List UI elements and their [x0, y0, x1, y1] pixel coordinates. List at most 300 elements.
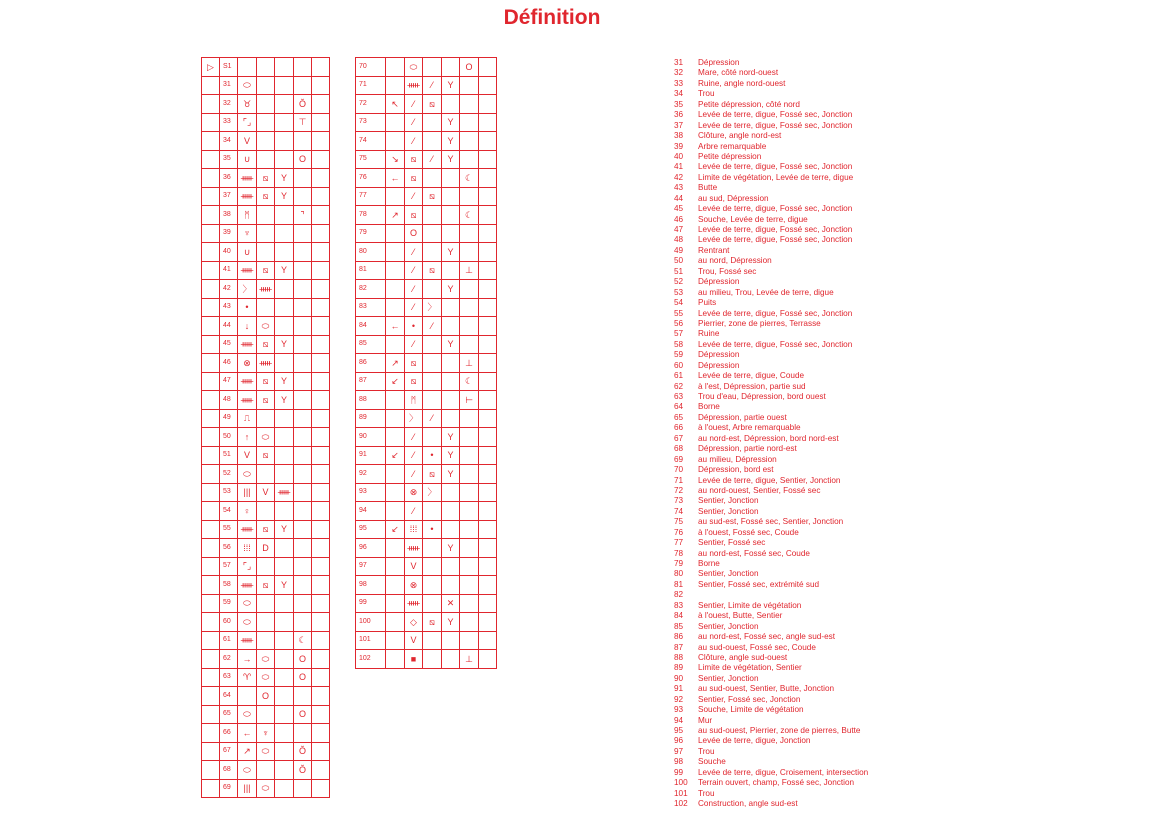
control-number-cell: 100	[356, 613, 386, 632]
symbol-cell	[294, 372, 312, 391]
symbol-cell	[294, 169, 312, 188]
definition-number: 66	[674, 423, 684, 433]
definition-number: 65	[674, 412, 684, 422]
symbol-cell: Y	[442, 539, 460, 558]
symbol-cell	[294, 280, 312, 299]
symbol-cell	[442, 58, 460, 77]
control-number-cell: 64	[220, 687, 238, 706]
symbol-cell	[202, 705, 220, 724]
symbol-cell: D	[257, 539, 275, 558]
symbol-cell	[479, 650, 497, 669]
symbol-cell	[312, 261, 330, 280]
definition-number: 64	[674, 402, 684, 412]
symbol-cell: V	[405, 631, 423, 650]
symbol-cell	[294, 261, 312, 280]
symbol-cell: Y	[442, 428, 460, 447]
symbol-cell	[442, 261, 460, 280]
symbol-cell	[312, 705, 330, 724]
table-row	[356, 95, 497, 114]
symbol-cell: ♆	[257, 724, 275, 743]
list-item	[674, 496, 868, 506]
list-item	[674, 235, 868, 245]
symbol-cell: ↖	[386, 95, 405, 114]
list-item	[674, 267, 868, 277]
symbol-cell	[386, 594, 405, 613]
symbol-cell	[275, 354, 294, 373]
symbol-cell	[479, 520, 497, 539]
definition-number: 96	[674, 736, 684, 746]
definition-text: Levée de terre, digue, Fossé sec, Jonction	[698, 225, 853, 234]
definition-number: 84	[674, 611, 684, 621]
symbol-cell	[275, 243, 294, 262]
symbol-cell	[423, 428, 442, 447]
control-number-cell: 41	[220, 261, 238, 280]
symbol-cell	[460, 539, 479, 558]
table-row	[202, 576, 330, 595]
symbol-cell	[386, 76, 405, 95]
definition-number: 74	[674, 506, 684, 516]
table-row	[202, 465, 330, 484]
definition-number: 88	[674, 652, 684, 662]
definition-text: Construction, angle sud-est	[698, 799, 798, 809]
definition-number: 79	[674, 559, 684, 568]
definition-number: 59	[674, 350, 684, 360]
symbol-cell	[202, 761, 220, 780]
definition-number: 86	[674, 632, 684, 642]
list-item	[674, 100, 868, 110]
list-item	[674, 246, 868, 256]
symbol-cell	[312, 761, 330, 780]
symbol-cell	[294, 724, 312, 743]
table-row	[356, 298, 497, 317]
definition-text: Rentrant	[698, 245, 730, 255]
control-number-cell: 77	[356, 187, 386, 206]
symbol-cell: ♉	[238, 95, 257, 114]
symbol-cell: ⁄	[423, 317, 442, 336]
symbol-cell: ✕	[442, 594, 460, 613]
symbol-cell	[386, 557, 405, 576]
definition-text: Sentier, Limite de végétation	[698, 600, 802, 610]
symbol-cell	[202, 576, 220, 595]
symbol-cell	[386, 280, 405, 299]
definition-number: 55	[674, 308, 684, 318]
list-item	[674, 402, 868, 412]
definition-text: Ruine, angle nord-ouest	[698, 78, 786, 88]
definition-number: 91	[674, 684, 684, 694]
symbol-cell	[460, 243, 479, 262]
table-row	[202, 687, 330, 706]
definition-number: 81	[674, 579, 684, 589]
definition-number: 52	[674, 277, 684, 287]
symbol-cell	[275, 280, 294, 299]
symbol-cell	[312, 113, 330, 132]
definition-number: 101	[674, 788, 688, 798]
symbol-cell: ⬭	[257, 428, 275, 447]
table-row	[356, 483, 497, 502]
symbol-cell	[386, 631, 405, 650]
symbol-cell: Y	[442, 335, 460, 354]
symbol-cell	[294, 687, 312, 706]
symbol-cell: Ŏ	[294, 742, 312, 761]
symbol-cell	[460, 409, 479, 428]
symbol-cell	[479, 280, 497, 299]
definition-number: 38	[674, 131, 684, 141]
list-item	[674, 162, 868, 172]
symbol-cell	[312, 187, 330, 206]
symbol-cell: ⧅	[257, 187, 275, 206]
symbol-cell: O	[460, 58, 479, 77]
symbol-cell	[386, 391, 405, 410]
control-number-cell: 62	[220, 650, 238, 669]
definition-text: Clôture, angle sud-ouest	[698, 652, 788, 662]
list-item	[674, 517, 868, 527]
symbol-cell	[312, 724, 330, 743]
symbol-cell	[312, 446, 330, 465]
symbol-cell	[312, 428, 330, 447]
symbol-cell	[386, 502, 405, 521]
symbol-cell: Y	[442, 150, 460, 169]
definition-text: Ruine	[698, 329, 720, 339]
control-number-cell: 34	[220, 132, 238, 151]
symbol-cell: O	[405, 224, 423, 243]
symbol-cell	[312, 206, 330, 225]
symbol-cell	[275, 446, 294, 465]
definition-text: Borne	[698, 559, 720, 568]
list-item	[674, 768, 868, 778]
symbol-cell: ↑	[238, 428, 257, 447]
control-number-cell: 63	[220, 668, 238, 687]
symbol-cell: ᛗ	[238, 206, 257, 225]
definition-text: au nord-est, Dépression, bord nord-est	[698, 433, 839, 443]
symbol-cell: ■	[405, 650, 423, 669]
control-number-cell: 44	[220, 317, 238, 336]
definition-number: 100	[674, 778, 688, 788]
table-row	[202, 206, 330, 225]
control-number-cell: 88	[356, 391, 386, 410]
definition-number: 94	[674, 715, 684, 725]
control-number-cell: 75	[356, 150, 386, 169]
table-row	[356, 409, 497, 428]
symbol-cell	[423, 650, 442, 669]
symbol-cell	[460, 187, 479, 206]
list-item	[674, 653, 868, 663]
definition-text: Levée de terre, digue, Fossé sec, Jonction	[698, 235, 853, 245]
list-item	[674, 319, 868, 329]
symbol-cell	[312, 372, 330, 391]
symbol-cell: ⊗	[405, 576, 423, 595]
symbol-cell	[386, 539, 405, 558]
symbol-cell: ♆	[238, 224, 257, 243]
symbol-cell	[202, 724, 220, 743]
table-row	[202, 169, 330, 188]
control-number-cell: 32	[220, 95, 238, 114]
symbol-cell	[202, 594, 220, 613]
control-description-table-left	[201, 57, 330, 798]
symbol-cell	[460, 335, 479, 354]
table-row	[356, 539, 497, 558]
symbol-cell: ♀	[238, 502, 257, 521]
control-number-cell: 99	[356, 594, 386, 613]
symbol-cell	[238, 58, 257, 77]
control-number-cell: 33	[220, 113, 238, 132]
definition-number: 49	[674, 245, 684, 255]
symbol-cell	[460, 224, 479, 243]
definition-text: Trou d'eau, Dépression, bord ouest	[698, 392, 826, 401]
definition-text: Sentier, Jonction	[698, 506, 759, 516]
table-row	[202, 317, 330, 336]
symbol-cell: Y	[442, 613, 460, 632]
symbol-cell	[202, 354, 220, 373]
symbol-cell	[275, 428, 294, 447]
list-item	[674, 538, 868, 548]
symbol-cell	[257, 631, 275, 650]
symbol-cell	[257, 132, 275, 151]
definition-number: 68	[674, 444, 684, 454]
symbol-cell: ⁄	[423, 150, 442, 169]
symbol-cell	[202, 224, 220, 243]
table-row	[202, 705, 330, 724]
symbol-cell	[275, 724, 294, 743]
symbol-cell	[275, 742, 294, 761]
symbol-cell	[202, 520, 220, 539]
symbol-cell	[275, 779, 294, 798]
list-item	[674, 622, 868, 632]
control-number-cell: 80	[356, 243, 386, 262]
symbol-cell	[257, 298, 275, 317]
symbol-cell	[423, 557, 442, 576]
symbol-cell	[238, 687, 257, 706]
symbol-cell	[423, 58, 442, 77]
symbol-cell	[257, 613, 275, 632]
list-item	[674, 152, 868, 162]
definition-text: Mur	[698, 715, 713, 725]
symbol-cell: 〉	[238, 280, 257, 299]
table-row	[356, 224, 497, 243]
symbol-cell: •	[405, 317, 423, 336]
control-number-cell: 39	[220, 224, 238, 243]
symbol-cell	[479, 502, 497, 521]
symbol-cell: ☾	[460, 169, 479, 188]
definition-number: 95	[674, 726, 684, 735]
control-number-cell: 85	[356, 335, 386, 354]
symbol-cell: Y	[442, 132, 460, 151]
symbol-cell	[312, 298, 330, 317]
symbol-cell	[479, 594, 497, 613]
symbol-cell	[275, 206, 294, 225]
symbol-cell: ⧅	[405, 206, 423, 225]
definition-text: à l'ouest, Arbre remarquable	[698, 423, 801, 433]
symbol-cell	[294, 613, 312, 632]
table-row	[202, 224, 330, 243]
control-number-cell: 68	[220, 761, 238, 780]
table-row	[356, 372, 497, 391]
definition-text: Dépression	[698, 58, 740, 67]
table-row	[202, 594, 330, 613]
definition-number: 41	[674, 162, 684, 172]
symbol-cell: ←	[386, 317, 405, 336]
symbol-cell	[423, 502, 442, 521]
definition-number: 60	[674, 360, 684, 370]
symbol-cell	[312, 58, 330, 77]
definition-number: 54	[674, 298, 684, 308]
definition-number: 102	[674, 799, 688, 809]
table-row	[202, 742, 330, 761]
symbol-cell: ⁄	[405, 465, 423, 484]
control-number-cell: 67	[220, 742, 238, 761]
symbol-cell	[202, 95, 220, 114]
symbol-cell	[423, 631, 442, 650]
list-item	[674, 131, 868, 141]
definition-text: Arbre remarquable	[698, 141, 767, 151]
symbol-cell	[275, 317, 294, 336]
symbol-cell	[460, 317, 479, 336]
definition-text: Sentier, Fossé sec, Jonction	[698, 694, 801, 704]
symbol-cell	[312, 132, 330, 151]
definition-number: 62	[674, 381, 684, 391]
definition-text: Dépression, partie nord-est	[698, 444, 797, 454]
symbol-cell: ⁞⁞⁞	[238, 539, 257, 558]
definition-number: 45	[674, 204, 684, 214]
symbol-cell: Ŏ	[294, 95, 312, 114]
symbol-cell	[202, 335, 220, 354]
symbol-cell	[423, 354, 442, 373]
control-number-cell: 78	[356, 206, 386, 225]
control-number-cell: 93	[356, 483, 386, 502]
symbol-cell: ↗	[386, 354, 405, 373]
symbol-cell	[460, 576, 479, 595]
control-number-cell: 72	[356, 95, 386, 114]
symbol-cell: ⬭	[238, 613, 257, 632]
symbol-cell	[202, 742, 220, 761]
symbol-cell	[442, 298, 460, 317]
list-item	[674, 778, 868, 788]
symbol-cell: ⬭	[257, 779, 275, 798]
symbol-cell: O	[257, 687, 275, 706]
symbol-cell	[257, 465, 275, 484]
symbol-cell	[202, 298, 220, 317]
definition-text: Dépression	[698, 277, 740, 287]
symbol-cell: ⧅	[257, 391, 275, 410]
table-row	[202, 261, 330, 280]
symbol-cell	[479, 391, 497, 410]
symbol-cell	[202, 668, 220, 687]
list-item	[674, 455, 868, 465]
symbol-cell	[294, 502, 312, 521]
symbol-cell	[275, 594, 294, 613]
symbol-cell	[275, 761, 294, 780]
symbol-cell: ⧅	[423, 95, 442, 114]
symbol-cell: ⁄	[405, 243, 423, 262]
control-number-cell: 65	[220, 705, 238, 724]
symbol-cell: ⧅	[423, 187, 442, 206]
symbol-cell	[479, 631, 497, 650]
symbol-cell: ᚔ	[405, 594, 423, 613]
symbol-cell: ⬭	[405, 58, 423, 77]
symbol-cell: •	[423, 446, 442, 465]
symbol-cell: Y	[275, 520, 294, 539]
symbol-cell	[442, 409, 460, 428]
symbol-cell: Y	[442, 113, 460, 132]
symbol-cell	[460, 594, 479, 613]
symbol-cell	[479, 95, 497, 114]
symbol-cell	[442, 372, 460, 391]
symbol-cell	[442, 576, 460, 595]
table-row	[202, 335, 330, 354]
symbol-cell	[442, 520, 460, 539]
symbol-cell: ⊢	[460, 391, 479, 410]
symbol-cell	[479, 428, 497, 447]
symbol-cell	[460, 132, 479, 151]
symbol-cell	[312, 668, 330, 687]
table-row	[202, 113, 330, 132]
list-item	[674, 277, 868, 287]
list-item	[674, 309, 868, 319]
symbol-cell: ⌜⌟	[238, 113, 257, 132]
list-item	[674, 486, 868, 496]
symbol-cell: ᚔ	[238, 372, 257, 391]
control-number-cell: 53	[220, 483, 238, 502]
definition-number: 33	[674, 78, 684, 88]
symbol-cell	[275, 631, 294, 650]
symbol-cell	[294, 354, 312, 373]
symbol-cell	[294, 187, 312, 206]
list-item	[674, 580, 868, 590]
symbol-cell: ⬭	[238, 594, 257, 613]
definition-text: Sentier, Jonction	[698, 569, 759, 579]
symbol-cell: |||	[238, 483, 257, 502]
symbol-cell	[275, 557, 294, 576]
definition-number: 75	[674, 517, 684, 527]
symbol-cell	[423, 132, 442, 151]
list-item	[674, 340, 868, 350]
table-row	[202, 58, 330, 77]
symbol-cell	[294, 317, 312, 336]
symbol-cell: ↙	[386, 372, 405, 391]
symbol-cell	[275, 502, 294, 521]
definition-text: Trou	[698, 788, 715, 798]
list-item	[674, 569, 868, 579]
symbol-cell	[386, 409, 405, 428]
control-number-cell: 98	[356, 576, 386, 595]
symbol-cell	[202, 502, 220, 521]
list-item	[674, 757, 868, 767]
symbol-cell	[442, 483, 460, 502]
symbol-cell: O	[294, 668, 312, 687]
symbol-cell	[257, 594, 275, 613]
table-row	[356, 428, 497, 447]
symbol-cell: ↓	[238, 317, 257, 336]
definition-number: 48	[674, 235, 684, 245]
list-item	[674, 726, 868, 736]
symbol-cell	[294, 483, 312, 502]
symbol-cell	[386, 650, 405, 669]
symbol-cell: ⁄	[405, 261, 423, 280]
symbol-cell	[386, 187, 405, 206]
symbol-cell: 〉	[423, 298, 442, 317]
symbol-cell: Y	[442, 243, 460, 262]
definition-number: 72	[674, 485, 684, 495]
list-item	[674, 434, 868, 444]
symbol-cell	[312, 613, 330, 632]
list-item	[674, 288, 868, 298]
symbol-cell	[460, 465, 479, 484]
symbol-cell: ⊥	[460, 650, 479, 669]
symbol-cell	[479, 335, 497, 354]
table-row	[356, 132, 497, 151]
list-item	[674, 663, 868, 673]
list-item	[674, 350, 868, 360]
symbol-cell: ↙	[386, 446, 405, 465]
